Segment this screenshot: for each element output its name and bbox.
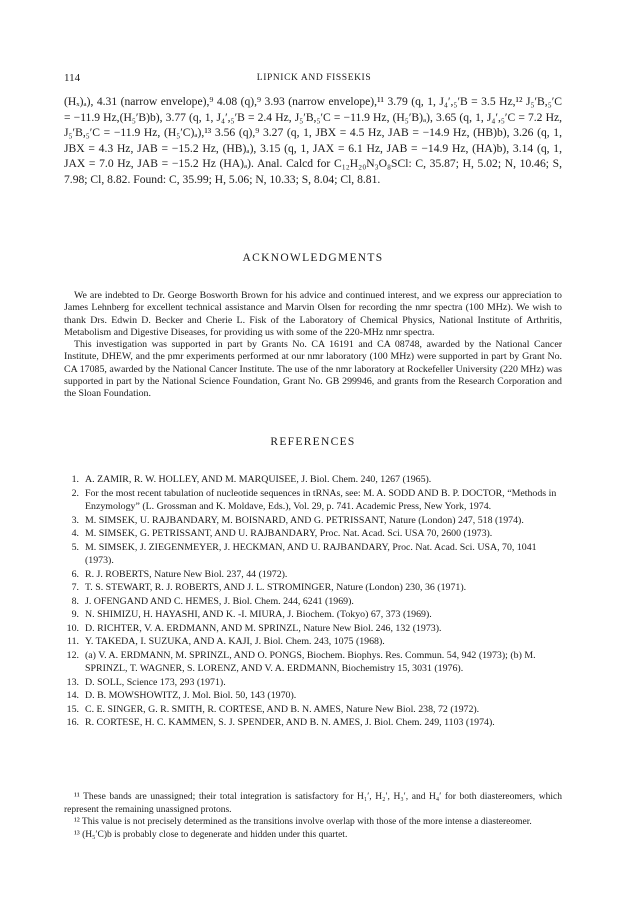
reference-text: Y. TAKEDA, I. SUZUKA, AND A. KAJI, J. Biol. Chem. 243, 1075 (1968). bbox=[85, 636, 385, 647]
page-header bbox=[64, 72, 564, 86]
continuation-paragraph: (Hₓ)ₐ), 4.31 (narrow envelope),⁹ 4.08 (q),⁹ 3.93 (narrow envelope),¹¹ 3.79 (q, 1, J₄′,₅′B = 3.5 Hz,¹² J₅′B,₅′C = −11.9 Hz,(H₅′B)b), 3.77 (q, 1, J₄′,₅′B = 2.4 Hz, J₅′B,₅′C = −11.9 Hz, (H₅′B)ₐ), 3.65 (q, 1, J₄′,₅′C = 7.2 Hz, J₅′B,₅′C = −11.9 Hz, (H₅′C)ₐ),¹³ 3.56 (q),⁹ 3.27 (q, 1, JBX = 4.5 Hz, JAB = −14.9 Hz, (HB)b), 3.26 (q, 1, JBX = 4.3 Hz, JAB = −15.2 Hz, (HB)ₐ), 3.15 (q, 1, JAX = 6.1 Hz, JAB = −14.9 Hz, (HA)b), 3.14 (q, 1, JAX = 7.0 Hz, JAB = −15.2 Hz (HA)ₐ). Anal. Calcd for C₁₂H₂₀N₃O₈SCl: C, 35.87; H, 5.02; N, 10.46; S, 7.98; Cl, 8.82. Found: C, 35.99; H, 5.06; N, 10.33; S, 8.04; Cl, 8.81. bbox=[64, 95, 562, 186]
reference-number: 12. bbox=[66, 649, 79, 661]
reference-text: M. SIMSEK, U. RAJBANDARY, M. BOISNARD, AND G. PETRISSANT, Nature (London) 247, 518 (1974). bbox=[85, 514, 524, 526]
reference-number: 8. bbox=[71, 595, 79, 607]
reference-text: C. E. SINGER, G. R. SMITH, R. CORTESE, AND B. N. AMES, Nature New Biol. 238, 72 (1972). bbox=[85, 703, 480, 715]
reference-item bbox=[64, 635, 562, 649]
acknowledgments-section bbox=[64, 290, 562, 401]
reference-text: R. J. ROBERTS, Nature New Biol. 237, 44 (1972). bbox=[85, 568, 288, 580]
reference-item bbox=[64, 716, 562, 730]
reference-item bbox=[64, 622, 562, 636]
reference-number: 14. bbox=[66, 690, 79, 701]
page-number: 114 bbox=[64, 72, 81, 84]
reference-item bbox=[64, 608, 562, 622]
reference-item bbox=[64, 689, 562, 703]
reference-item bbox=[64, 676, 562, 690]
footnote: ¹² This value is not precisely determined as the transitions involve overlap with those of the more intense a diastereomer. bbox=[74, 817, 532, 828]
reference-item bbox=[64, 487, 562, 514]
reference-item bbox=[64, 649, 562, 676]
reference-text: D. RICHTER, V. A. ERDMANN, AND M. SPRINZL, Nature New Biol. 246, 132 (1973). bbox=[85, 622, 442, 634]
reference-text: A. ZAMIR, R. W. HOLLEY, AND M. MARQUISEE, J. Biol. Chem. 240, 1267 (1965). bbox=[85, 474, 432, 485]
acknowledgments-heading: ACKNOWLEDGMENTS bbox=[242, 252, 384, 264]
reference-number: 9. bbox=[71, 609, 79, 620]
reference-text: M. SIMSEK, J. ZIEGENMEYER, J. HECKMAN, AND U. RAJBANDARY, Proc. Nat. Acad. Sci. USA, 70, 1041 (1973). bbox=[85, 541, 537, 566]
reference-number: 6. bbox=[71, 568, 79, 580]
footnote: ¹³ (H₅′C)b is probably close to degenerate and hidden under this quartet. bbox=[74, 829, 348, 840]
reference-text: J. OFENGAND AND C. HEMES, J. Biol. Chem. 244, 6241 (1969). bbox=[85, 595, 354, 607]
reference-number: 10. bbox=[66, 622, 79, 634]
footnote: ¹¹ These bands are unassigned; their total integration is satisfactory for H₁′, H₂′, H₃′, and H₄′ for both diastereomers, which represent the remaining unassigned protons. bbox=[64, 792, 562, 815]
reference-item bbox=[64, 595, 562, 609]
reference-text: N. SHIMIZU, H. HAYASHI, AND K. -I. MIURA, J. Biochem. (Tokyo) 67, 373 (1969). bbox=[85, 609, 432, 620]
reference-text: M. SIMSEK, G. PETRISSANT, AND U. RAJBANDARY, Proc. Nat. Acad. Sci. USA 70, 2600 (1973). bbox=[85, 528, 493, 539]
acknowledgments-paragraph: We are indebted to Dr. George Bosworth Brown for his advice and continued interest, and we express our appreciation to James Lehnberg for excellent technical assistance and Marvin Olsen for recording the nmr spectra (100 MHz). We wish to thank Drs. Edwin D. Becker and Cherie L. Fisk of the Laboratory of Chemical Physics, National Institute of Arthritis, Metabolism and Digestive Diseases, for providing us with some of the 220-MHz nmr spectra. bbox=[64, 290, 562, 338]
acknowledgments-paragraph: This investigation was supported in part by Grants No. CA 16191 and CA 08748, awarded by the National Cancer Institute, DHEW, and the pmr experiments performed at our nmr laboratory (100 MHz) were supported in part by Grant No. CA 17085, awarded by the National Cancer Institute. The use of the nmr laboratory at Rockefeller University (220 MHz) was supported in part by the National Science Foundation, Grant No. GB 299946, and grants from the Research Corporation and the Sloan Foundation. bbox=[64, 339, 562, 400]
reference-item bbox=[64, 514, 562, 528]
reference-number: 11. bbox=[67, 636, 79, 647]
reference-text: (a) V. A. ERDMANN, M. SPRINZL, AND O. PONGS, Biochem. Biophys. Res. Commun. 54, 942 (1973); (b) M. SPRINZL, T. WAGNER, S. LORENZ, AND V. A. ERDMANN, Biochemistry 15, 3031 (1976). bbox=[85, 649, 536, 674]
reference-text: R. CORTESE, H. C. KAMMEN, S. J. SPENDER, AND B. N. AMES, J. Biol. Chem. 249, 1103 (1974). bbox=[85, 717, 495, 728]
reference-number: 15. bbox=[66, 703, 79, 715]
reference-text: For the most recent tabulation of nucleotide sequences in tRNAs, see: M. A. SODD AND B. P. DOCTOR, “Methods in Enzymology” (L. Grossman and K. Moldave, Eds.), Vol. 29, p. 741. Academic Press, New York, 1974. bbox=[85, 487, 557, 512]
reference-text: T. S. STEWART, R. J. ROBERTS, AND J. L. STROMINGER, Nature (London) 230, 36 (1971). bbox=[85, 582, 467, 593]
reference-text: D. SOLL, Science 173, 293 (1971). bbox=[85, 676, 226, 688]
reference-item bbox=[64, 581, 562, 595]
reference-number: 7. bbox=[71, 582, 79, 593]
reference-item bbox=[64, 703, 562, 717]
running-title: LIPNICK AND FISSEKIS bbox=[256, 73, 372, 83]
reference-item bbox=[64, 568, 562, 582]
footnotes bbox=[64, 791, 562, 841]
reference-number: 1. bbox=[71, 474, 79, 485]
reference-item bbox=[64, 473, 562, 487]
references-list bbox=[64, 473, 562, 730]
reference-number: 4. bbox=[71, 528, 79, 539]
reference-number: 13. bbox=[66, 676, 79, 688]
reference-number: 3. bbox=[71, 514, 79, 526]
reference-number: 5. bbox=[71, 541, 79, 553]
reference-item bbox=[64, 541, 562, 568]
references-heading: REFERENCES bbox=[270, 436, 356, 448]
reference-number: 2. bbox=[71, 487, 79, 499]
reference-item bbox=[64, 527, 562, 541]
reference-text: D. B. MOWSHOWITZ, J. Mol. Biol. 50, 143 (1970). bbox=[85, 690, 297, 701]
reference-number: 16. bbox=[66, 717, 79, 728]
